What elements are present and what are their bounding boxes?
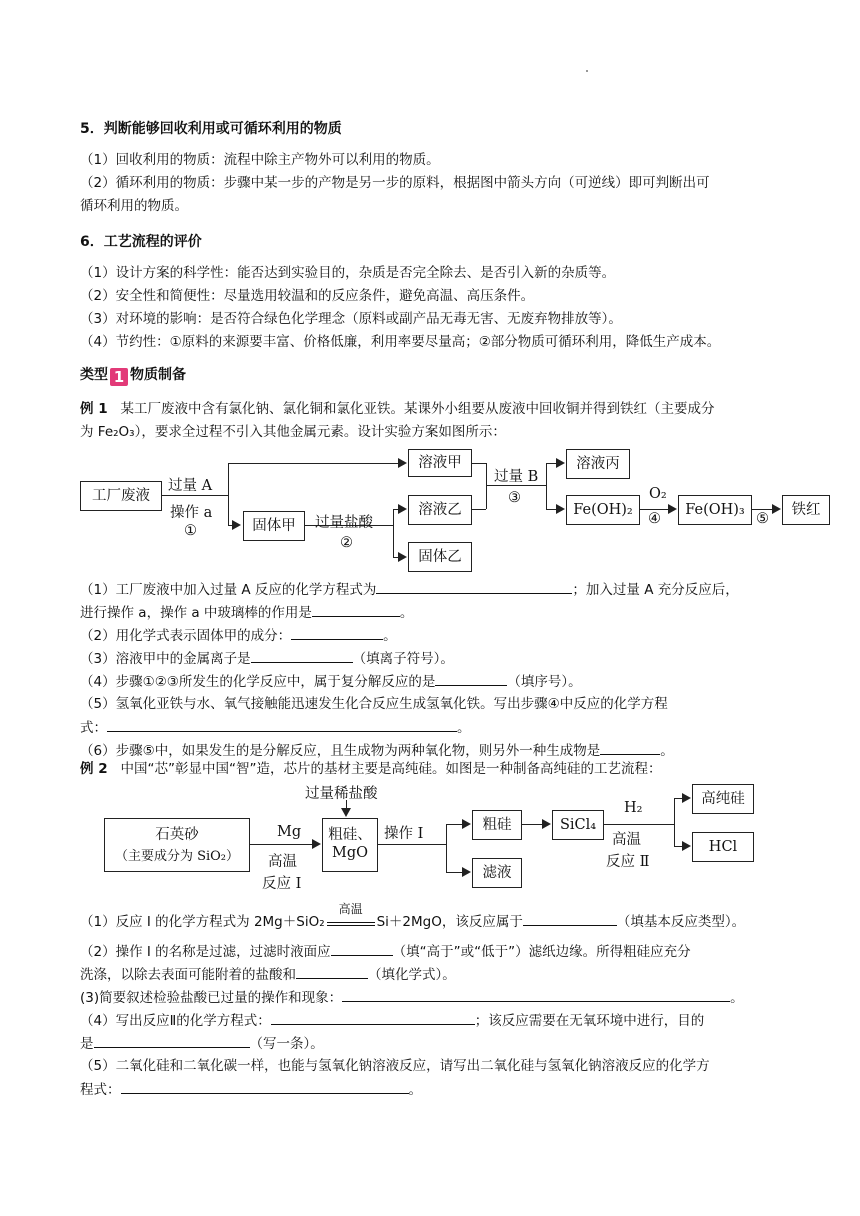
ex2-q4-cont bbox=[80, 1034, 324, 1053]
ex2-q1-blank[interactable] bbox=[523, 912, 617, 926]
s5-point-2-cont: 循环利用的物质。 bbox=[80, 198, 188, 214]
ex1-q4-text: （4）步骤①②③所发生的化学反应中，属于复分解反应的是 bbox=[80, 674, 436, 690]
ex1-intro-text: 某工厂废液中含有氯化钠、氯化铜和氯化亚铁。某课外小组要从废液中回收铜并得到铁红（主要成分 bbox=[120, 401, 715, 417]
ex1-q1-cont bbox=[80, 603, 413, 622]
ex1-q3-text: （3）溶液甲中的金属离子是 bbox=[80, 651, 251, 667]
ex2-q2-text-4: （填化学式）。 bbox=[368, 967, 456, 983]
ex1-q5: （5）氢氧化亚铁与水、氧气接触能迅速发生化合反应生成氢氧化铁。写出步骤④中反应的化学方程 bbox=[80, 696, 668, 712]
type-number-badge: 1 bbox=[110, 368, 128, 386]
label-step-4: ④ bbox=[648, 511, 661, 527]
ex2-intro bbox=[80, 760, 661, 778]
ex1-q3-text-2: （填离子符号）。 bbox=[352, 651, 454, 667]
ex1-q5-text-2: 。 bbox=[457, 720, 471, 736]
ex2-q3 bbox=[80, 988, 744, 1007]
ex1-q4 bbox=[80, 672, 582, 691]
ex1-q1 bbox=[80, 580, 739, 599]
ex1-q5-cont bbox=[80, 718, 471, 737]
ex2-q2-blank-2[interactable] bbox=[296, 965, 368, 979]
ex1-q1-text-2: ；加入过量 A 充分反应后， bbox=[572, 582, 739, 598]
label-h2: H₂ bbox=[624, 800, 643, 816]
ex1-intro bbox=[80, 400, 714, 418]
s5-point-2: （2）循环利用的物质：步骤中某一步的产物是另一步的原料，根据图中箭头方向（可逆线）即可判断出可 bbox=[80, 175, 710, 191]
box-sicl4: SiCl₄ bbox=[552, 810, 604, 840]
s6-point-1: （1）设计方案的科学性：能否达到实验目的，杂质是否完全除去、是否引入新的杂质等。 bbox=[80, 265, 616, 281]
label-reaction-2: 反应 Ⅱ bbox=[606, 854, 650, 870]
label-excess-hcl: 过量盐酸 bbox=[315, 515, 373, 531]
ex2-q1-text: （1）反应 Ⅰ 的化学方程式为 2Mg＋SiO₂ bbox=[80, 914, 325, 930]
box-crude-si-mgo bbox=[322, 818, 378, 872]
label-dilute-hcl: 过量稀盐酸 bbox=[305, 786, 378, 802]
box-iron-red: 铁红 bbox=[782, 495, 830, 525]
ex1-q2-blank[interactable] bbox=[291, 626, 383, 640]
quartz-sand-name: 石英砂 bbox=[155, 827, 199, 843]
label-step-2: ② bbox=[340, 535, 353, 551]
ex2-q4-text-2: ；该反应需要在无氧环境中进行，目的 bbox=[474, 1013, 705, 1029]
box-pure-si: 高纯硅 bbox=[692, 784, 754, 814]
box-quartz-sand bbox=[104, 818, 250, 872]
ex1-q5-blank[interactable] bbox=[107, 718, 457, 732]
ex1-q2-text-2: 。 bbox=[383, 628, 397, 644]
box-feoh2: Fe(OH)₂ bbox=[566, 495, 640, 525]
ex1-q5-text: 式： bbox=[80, 720, 107, 736]
label-operation-a: 操作 a bbox=[170, 505, 213, 521]
ex1-label: 例 1 bbox=[80, 401, 108, 417]
quartz-sand-composition: （主要成分为 SiO₂） bbox=[114, 849, 240, 864]
ex1-q1-text-4: 。 bbox=[399, 605, 414, 621]
type-prefix: 类型 bbox=[80, 367, 108, 383]
ex2-q3-text: (3)简要叙述检验盐酸已过量的操作和现象： bbox=[80, 990, 343, 1006]
ex2-q5-blank[interactable] bbox=[121, 1080, 409, 1094]
type-suffix: 物质制备 bbox=[130, 367, 186, 383]
label-high-temp-1: 高温 bbox=[268, 854, 297, 870]
box-crude-si: 粗硅 bbox=[472, 810, 522, 840]
ex2-q4-text-3: 是 bbox=[80, 1036, 94, 1052]
label-o2: O₂ bbox=[649, 486, 667, 502]
ex2-q5-text-2: 。 bbox=[408, 1082, 422, 1098]
ex1-q1-text: （1）工厂废液中加入过量 A 反应的化学方程式为 bbox=[80, 582, 377, 598]
ex2-q4-blank-1[interactable] bbox=[271, 1011, 475, 1025]
ex2-q2-text: （2）操作 Ⅰ 的名称是过滤，过滤时液面应 bbox=[80, 944, 331, 960]
label-excess-a: 过量 A bbox=[168, 478, 213, 494]
ex2-q2 bbox=[80, 942, 691, 961]
ex1-q3 bbox=[80, 649, 454, 668]
box-solid-b: 固体乙 bbox=[408, 542, 472, 572]
ex1-q4-blank[interactable] bbox=[435, 672, 507, 686]
label-step-1: ① bbox=[184, 523, 197, 539]
type-heading bbox=[80, 366, 186, 386]
s6-point-4: （4）节约性：①原料的来源要丰富、价格低廉，利用率要尽量高；②部分物质可循环利用，降低生产成本。 bbox=[80, 334, 721, 350]
ex2-q3-blank[interactable] bbox=[342, 988, 730, 1002]
ex2-q2-text-3: 洗涤，以除去表面可能附着的盐酸和 bbox=[80, 967, 296, 983]
ex1-intro-cont: 为 Fe₂O₃），要求全过程不引入其他金属元素。设计实验方案如图所示： bbox=[80, 424, 506, 440]
s6-point-2: （2）安全性和简便性：尽量选用较温和的反应条件，避免高温、高压条件。 bbox=[80, 288, 535, 304]
box-waste-liquid: 工厂废液 bbox=[80, 481, 162, 511]
crude-mix-line-2: MgO bbox=[331, 845, 369, 861]
box-filtrate: 滤液 bbox=[472, 858, 522, 888]
ex1-q1-blank-1[interactable] bbox=[376, 580, 572, 594]
ex1-flow-diagram bbox=[0, 440, 860, 572]
ex2-q4 bbox=[80, 1011, 704, 1030]
section-6-title: 6．工艺流程的评价 bbox=[80, 234, 202, 250]
ex1-q1-blank-2[interactable] bbox=[312, 603, 400, 617]
ex2-label: 例 2 bbox=[80, 761, 108, 777]
ex1-q6-blank[interactable] bbox=[600, 741, 660, 755]
ex2-q5-cont bbox=[80, 1080, 422, 1099]
ex2-intro-text: 中国“芯”彰显中国“智”造，芯片的基材主要是高纯硅。如图是一种制备高纯硅的工艺流程： bbox=[120, 761, 662, 777]
label-high-temp-2: 高温 bbox=[612, 832, 641, 848]
ex2-q2-text-2: （填“高于”或“低于”）滤纸边缘。所得粗硅应充分 bbox=[392, 944, 691, 960]
s5-point-1: （1）回收利用的物质：流程中除主产物外可以利用的物质。 bbox=[80, 152, 440, 168]
ex1-q2 bbox=[80, 626, 397, 645]
ex2-q2-blank-1[interactable] bbox=[331, 942, 393, 956]
ex2-q1-text-2: Si＋2MgO，该反应属于 bbox=[376, 914, 523, 930]
ex1-q1-text-3: 进行操作 a，操作 a 中玻璃棒的作用是 bbox=[80, 605, 312, 621]
ex1-q3-blank[interactable] bbox=[251, 649, 353, 663]
box-hcl: HCl bbox=[692, 832, 754, 862]
label-reaction-1: 反应 Ⅰ bbox=[262, 876, 302, 892]
ex1-q2-text: （2）用化学式表示固体甲的成分： bbox=[80, 628, 292, 644]
ex2-q4-text-4: （写一条）。 bbox=[249, 1036, 324, 1052]
reaction-condition: 高温 bbox=[338, 902, 363, 916]
ex2-q1-text-3: （填基本反应类型）。 bbox=[616, 914, 746, 930]
crude-mix-line-1: 粗硅、 bbox=[328, 827, 372, 843]
ex1-q6 bbox=[80, 741, 674, 760]
page-dot bbox=[586, 70, 588, 72]
box-solid-a: 固体甲 bbox=[243, 511, 305, 541]
ex1-q4-text-2: （填序号）。 bbox=[507, 674, 582, 690]
label-operation-1: 操作 Ⅰ bbox=[384, 826, 424, 842]
ex2-q2-cont bbox=[80, 965, 456, 984]
ex1-q6-text-2: 。 bbox=[660, 743, 674, 759]
label-mg: Mg bbox=[277, 824, 302, 840]
ex2-q4-blank-2[interactable] bbox=[94, 1034, 250, 1048]
box-feoh3: Fe(OH)₃ bbox=[678, 495, 752, 525]
ex2-q3-text-2: 。 bbox=[730, 990, 744, 1006]
box-solution-c: 溶液丙 bbox=[566, 449, 630, 479]
section-5-title: 5．判断能够回收利用或可循环利用的物质 bbox=[80, 121, 342, 137]
ex1-q6-text: （6）步骤⑤中，如果发生的是分解反应，且生成物为两种氧化物，则另外一种生成物是 bbox=[80, 743, 601, 759]
ex2-q5: （5）二氧化硅和二氧化碳一样，也能与氢氧化钠溶液反应，请写出二氧化硅与氢氧化钠溶液反应的化学方 bbox=[80, 1058, 710, 1074]
ex2-q4-text: （4）写出反应Ⅱ的化学方程式： bbox=[80, 1013, 271, 1029]
ex2-q5-text: 程式： bbox=[80, 1082, 121, 1098]
label-step-3: ③ bbox=[508, 490, 521, 506]
box-solution-a: 溶液甲 bbox=[408, 449, 472, 477]
label-excess-b: 过量 B bbox=[494, 469, 539, 485]
s6-point-3: （3）对环境的影响：是否符合绿色化学理念（原料或副产品无毒无害、无废弃物排放等）。 bbox=[80, 311, 622, 327]
ex2-q1 bbox=[80, 902, 746, 931]
reaction-condition-equals bbox=[327, 902, 375, 926]
ex2-flow-diagram bbox=[0, 780, 860, 900]
label-step-5: ⑤ bbox=[756, 511, 769, 527]
box-solution-b: 溶液乙 bbox=[408, 495, 472, 525]
